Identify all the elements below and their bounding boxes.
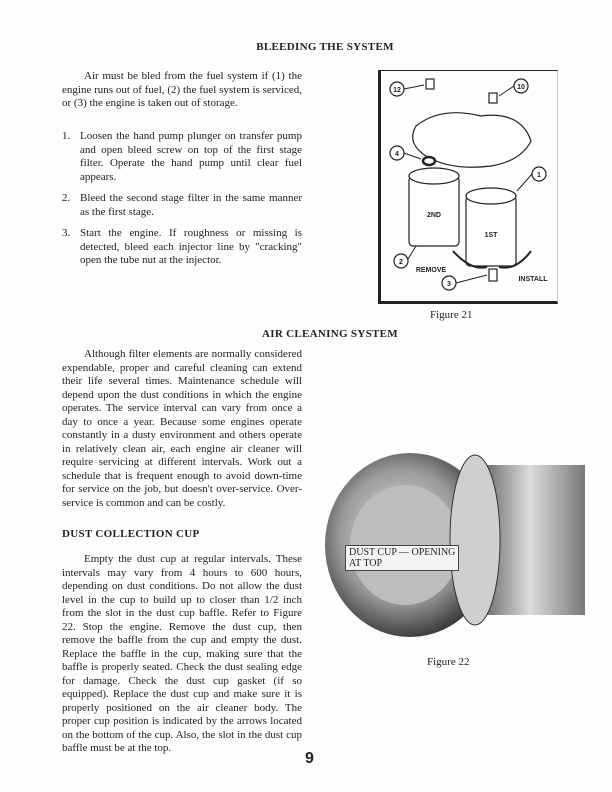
step-text: Bleed the second stage filter in the same manner as the first stage. <box>80 192 302 218</box>
callout-2: 2 <box>399 259 403 266</box>
label-install: INSTALL <box>518 276 548 283</box>
heading-dust-cup: DUST COLLECTION CUP <box>62 528 200 540</box>
figure-21 <box>378 70 558 304</box>
figure-22-caption: Figure 22 <box>427 656 470 668</box>
callout-10: 10 <box>517 84 525 91</box>
step-2 <box>62 192 302 219</box>
step-number: 2. <box>62 192 71 204</box>
step-number: 3. <box>62 227 71 239</box>
step-text: Loosen the hand pump plunger on transfer pump and open bleed screw on top of the first stage filter. Operate the hand pump until clear fuel appears. <box>80 130 302 183</box>
bleeding-intro: Air must be bled from the fuel system if (1) the engine runs out of fuel, (2) the fuel system is serviced, or (3) the engine is taken out of storage. <box>62 70 302 109</box>
dust-cup-label-line1: DUST CUP — OPENING <box>349 547 456 558</box>
air-cleaning-text: Although filter elements are normally considered expendable, proper and careful cleaning can extend their life several times. Maintenance schedule will depend upon the dust conditions in which the engine operates. The service interval can vary from once a day to once a year. Because some engines operate constantly in a dusty environment and others operate in relatively clean air, each engine air cleaner will require servicing at different intervals. Work out a schedule that is frequent enough to avoid down-time for service on the job, but doesn't over-service. Over-service is common and can be costly. <box>62 348 302 509</box>
label-1st: 1ST <box>484 232 498 239</box>
label-remove: REMOVE <box>415 267 447 274</box>
callout-4: 4 <box>395 151 399 158</box>
heading-bleeding: BLEEDING THE SYSTEM <box>256 41 394 53</box>
callout-1: 1 <box>537 172 541 179</box>
callout-3: 3 <box>447 281 451 288</box>
callout-12: 12 <box>393 87 401 94</box>
figure-22 <box>325 445 595 645</box>
heading-air-cleaning: AIR CLEANING SYSTEM <box>262 328 398 340</box>
fuel-filter-diagram <box>381 71 557 301</box>
label-2nd: 2ND <box>426 212 442 219</box>
step-text: Start the engine. If roughness or missing is detected, bleed each injector line by "cracking" open the tube nut at the injector. <box>80 227 302 266</box>
dust-cup-text: Empty the dust cup at regular intervals. These intervals may vary from 4 hours to 600 hours, depending on dust conditions. Do not allow the dust level in the cup to build up to closer than 1/2 inch from the slot in the dust cup baffle. Refer to Figure 22. Stop the engine. Remove the dust cup, then remove the baffle from the cup and empty the dust. Replace the baffle in the cup, making sure that the baffle is properly seated. Check the dust sealing edge for damage. Check the dust cup gasket (if so equipped). Replace the dust cup and make sure it is properly positioned on the air cleaner body. The proper cup position is indicated by the arrows located on the bottom of the cup. Also, the slot in the dust cup baffle must be at the top. <box>62 553 302 754</box>
step-number: 1. <box>62 130 71 142</box>
figure-21-caption: Figure 21 <box>430 309 473 321</box>
page-number: 9 <box>305 750 314 767</box>
step-1 <box>62 130 302 184</box>
step-3 <box>62 227 302 268</box>
dust-cup-label <box>345 545 459 571</box>
dust-cup-label-line2: AT TOP <box>349 558 383 569</box>
